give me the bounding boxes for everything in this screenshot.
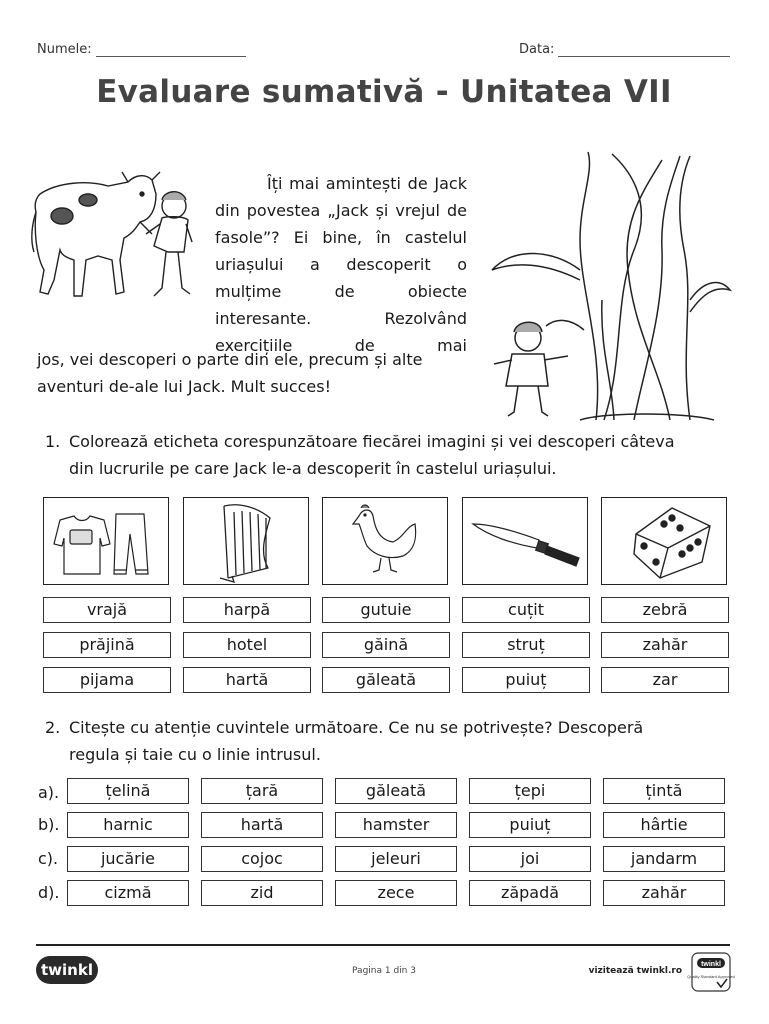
harp-icon [184,498,308,584]
word-d-1[interactable]: cizmă [67,880,189,906]
word-b-4[interactable]: puiuț [469,812,591,838]
word-c-5[interactable]: jandarm [603,846,725,872]
word-c-3[interactable]: jeleuri [335,846,457,872]
date-label: Data: [519,42,555,57]
name-label: Numele: [37,42,92,57]
word-a-3[interactable]: găleată [335,778,457,804]
word-a-1[interactable]: țelină [67,778,189,804]
name-field[interactable] [37,42,246,57]
date-field[interactable] [519,42,730,57]
label-col2-row3[interactable]: hartă [183,667,311,693]
label-col1-row3[interactable]: pijama [43,667,171,693]
label-col3-row1[interactable]: gutuie [322,597,450,623]
page-number: Pagina 1 din 3 [352,966,416,976]
knife-icon [463,498,587,584]
hen-picture [322,497,448,585]
row-d-label: d). [38,883,60,902]
beanstalk-illustration [484,150,734,425]
label-col3-row3[interactable]: găleată [322,667,450,693]
exercise-2-number: 2. [45,718,61,737]
page-title: Evaluare sumativă - Unitatea VII [96,74,672,110]
word-b-3[interactable]: hamster [335,812,457,838]
exercise-1-number: 1. [45,432,61,451]
word-b-5[interactable]: hârtie [603,812,725,838]
date-blank[interactable] [558,44,730,57]
row-a-label: a). [38,783,60,802]
word-d-4[interactable]: zăpadă [469,880,591,906]
website-link[interactable]: vizitează twinkl.ro [588,966,682,976]
cow-and-jack-illustration [28,160,198,320]
label-col5-row1[interactable]: zebră [601,597,729,623]
name-blank[interactable] [96,44,246,57]
word-d-2[interactable]: zid [201,880,323,906]
word-c-4[interactable]: joi [469,846,591,872]
label-col2-row1[interactable]: harpă [183,597,311,623]
label-col5-row3[interactable]: zar [601,667,729,693]
dice-picture [601,497,727,585]
label-col3-row2[interactable]: găină [322,632,450,658]
footer-divider [36,944,730,946]
pajamas-picture [43,497,169,585]
row-b-label: b). [38,815,60,834]
label-col4-row1[interactable]: cuțit [462,597,590,623]
harp-picture [183,497,309,585]
label-col4-row3[interactable]: puiuț [462,667,590,693]
badge-top-text: twinkl [701,961,721,968]
hen-icon [323,498,447,584]
intro-text-1: Îți mai amintești de Jack din povestea „Jack și vrejul de fasole”? Ei bine, în castelul uriașului a descoperit o mulțime de obiecte interesante. Rezolvând exercițiile de mai [215,174,467,355]
dice-icon [602,498,726,584]
label-col1-row1[interactable]: vrajă [43,597,171,623]
word-c-2[interactable]: cojoc [201,846,323,872]
knife-picture [462,497,588,585]
word-b-1[interactable]: harnic [67,812,189,838]
word-c-1[interactable]: jucărie [67,846,189,872]
label-col5-row2[interactable]: zahăr [601,632,729,658]
word-d-3[interactable]: zece [335,880,457,906]
badge-bottom-text: Quality Standard Approved [687,974,735,979]
word-a-4[interactable]: țepi [469,778,591,804]
intro-paragraph-part2: jos, vei descoperi o parte din ele, precum și alte aventuri de-ale lui Jack. Mult succes! [37,350,423,396]
exercise-1-line-2: din lucrurile pe care Jack le-a descoperit în castelul uriașului. [69,459,557,478]
twinkl-logo[interactable]: twinkl [36,956,98,984]
word-d-5[interactable]: zahăr [603,880,725,906]
word-b-2[interactable]: hartă [201,812,323,838]
quality-badge-icon [687,952,735,992]
label-col1-row2[interactable]: prăjină [43,632,171,658]
label-col2-row2[interactable]: hotel [183,632,311,658]
exercise-2-line-2: regula și taie cu o linie intrusul. [69,745,321,764]
label-col4-row2[interactable]: struț [462,632,590,658]
word-a-2[interactable]: țară [201,778,323,804]
exercise-2-line-1: Citește cu atenție cuvintele următoare. Ce nu se potrivește? Descoperă [69,718,644,737]
intro-paragraph-part1 [215,170,467,359]
exercise-1-line-1: Colorează eticheta corespunzătoare fiecărei imagini și vei descoperi câteva [69,432,675,451]
pajamas-icon [44,498,168,584]
row-c-label: c). [38,849,59,868]
word-a-5[interactable]: țintă [603,778,725,804]
